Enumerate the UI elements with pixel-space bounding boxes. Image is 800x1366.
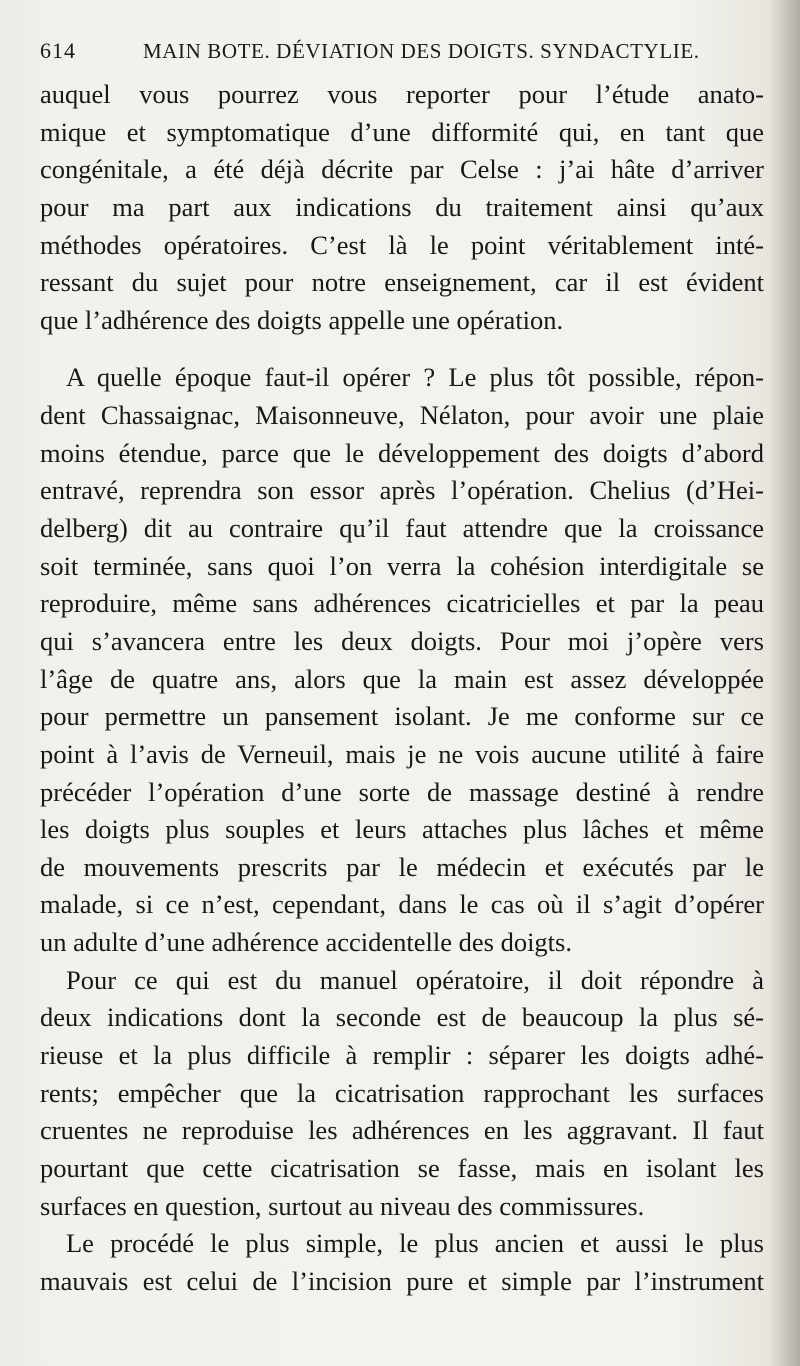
text-line: ressant du sujet pour notre enseignement, car il est évident [40, 267, 764, 298]
text-line: rieuse et la plus difficile à remplir : séparer les doigts adhé- [40, 1040, 764, 1071]
text-line: pour ma part aux indications du traitement ainsi qu’aux [40, 191, 764, 222]
binding-shadow [770, 0, 800, 1366]
text-line: Pour ce qui est du manuel opératoire, il doit répondre à [66, 964, 764, 995]
text-line: précéder l’opération d’une sorte de massage destiné à rendre [40, 776, 764, 807]
paragraph-3 [40, 962, 764, 1225]
text-line: malade, si ce n’est, cependant, dans le cas où il s’agit d’opérer [40, 889, 764, 920]
text-line: méthodes opératoires. C’est là le point véritablement inté- [40, 229, 764, 260]
paragraph-4 [40, 1225, 764, 1300]
text-line: A quelle époque faut-il opérer ? Le plus tôt possible, répon- [66, 362, 764, 393]
text-line: que l’adhérence des doigts appelle une opération. [40, 304, 564, 335]
text-line: delberg) dit au contraire qu’il faut attendre que la croissance [40, 513, 764, 544]
body-text [40, 76, 764, 1301]
text-line: auquel vous pourrez vous reporter pour l’étude anato- [40, 79, 764, 109]
text-line: mique et symptomatique d’une difformité qui, en tant que [40, 116, 764, 147]
text-line: entravé, reprendra son essor après l’opération. Chelius (d’Hei- [40, 475, 764, 506]
text-line: pourtant que cette cicatrisation se fasse, mais en isolant les [40, 1152, 764, 1183]
text-line: de mouvements prescrits par le médecin et exécutés par le [40, 851, 764, 882]
text-line: un adulte d’une adhérence accidentelle des doigts. [40, 927, 572, 958]
text-line: Le procédé le plus simple, le plus ancien et aussi le plus [66, 1228, 764, 1259]
text-line: congénitale, a été déjà décrite par Celse : j’ai hâte d’arriver [40, 154, 764, 185]
text-line: surfaces en question, surtout au niveau des commissures. [40, 1190, 645, 1221]
running-title: MAIN BOTE. DÉVIATION DES DOIGTS. SYNDACTYLIE. [143, 39, 700, 63]
text-line: point à l’avis de Verneuil, mais je ne vois aucune utilité à faire [40, 738, 764, 769]
text-line: cruentes ne reproduise les adhérences en les aggravant. Il faut [40, 1115, 764, 1146]
text-line: l’âge de quatre ans, alors que la main est assez développée [40, 663, 764, 694]
text-line: pour permettre un pansement isolant. Je me conforme sur ce [40, 701, 764, 732]
text-line: reproduire, même sans adhérences cicatricielles et par la peau [40, 588, 764, 619]
page-number: 614 [40, 38, 76, 63]
paragraph-1 [40, 76, 764, 339]
text-line: mauvais est celui de l’incision pure et simple par l’instrument [40, 1265, 764, 1296]
text-line: dent Chassaignac, Maisonneuve, Nélaton, pour avoir une plaie [40, 400, 764, 431]
text-line: qui s’avancera entre les deux doigts. Pour moi j’opère vers [40, 625, 764, 656]
page-header [40, 38, 766, 68]
paragraph-2 [40, 359, 764, 961]
text-line: les doigts plus souples et leurs attaches plus lâches et même [40, 814, 764, 845]
text-line: deux indications dont la seconde est de beaucoup la plus sé- [40, 1002, 764, 1033]
text-line: moins étendue, parce que le développement des doigts d’abord [40, 437, 764, 468]
text-line: rents; empêcher que la cicatrisation rapprochant les surfaces [40, 1077, 764, 1108]
text-line: soit terminée, sans quoi l’on verra la cohésion interdigitale se [40, 550, 764, 581]
paragraph-gap [40, 339, 764, 359]
